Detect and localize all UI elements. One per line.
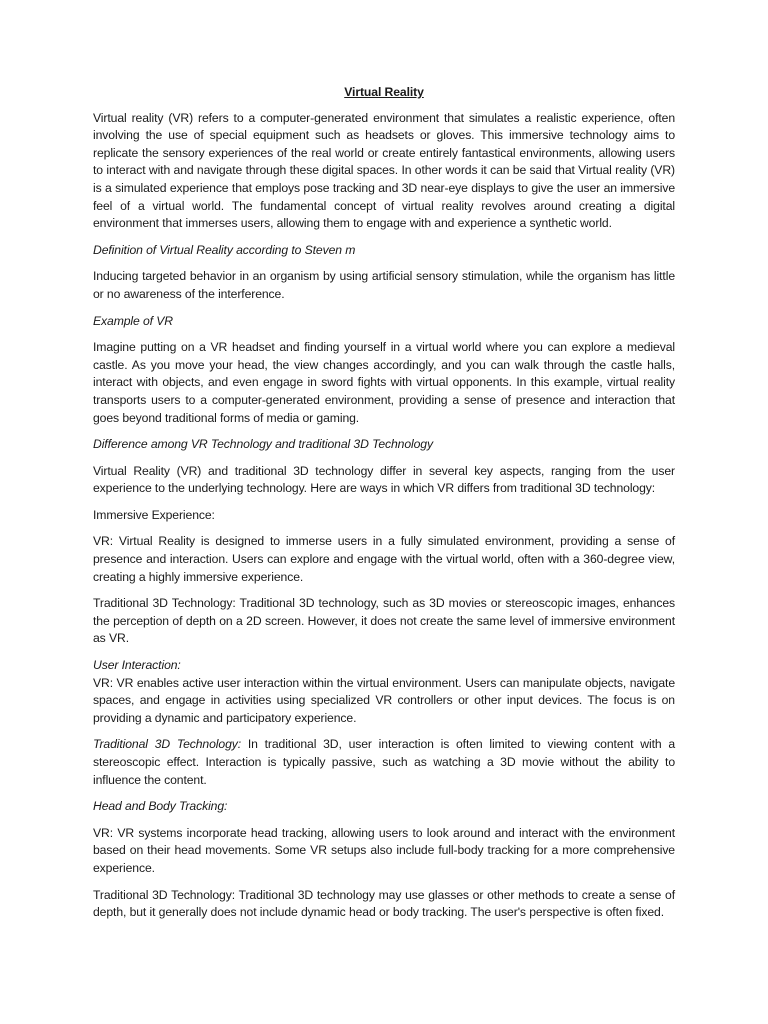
interaction-3d-paragraph: [93, 736, 675, 789]
document-title: Virtual Reality: [344, 85, 424, 99]
example-heading: Example of VR: [93, 313, 173, 328]
immersive-vr-paragraph: VR: Virtual Reality is designed to immerse users in a fully simulated environment, providing a sense of presence and interaction. Users can explore and engage with the virtual world, often with a 360-degree view, creating a highly immersive experience.: [93, 534, 675, 584]
document-body: [93, 84, 675, 931]
immersive-heading: Immersive Experience:: [93, 507, 215, 522]
tracking-heading: Head and Body Tracking:: [93, 799, 228, 814]
tracking-vr-paragraph: VR: VR systems incorporate head tracking, allowing users to look around and interact with the environment based on their head movements. Some VR setups also include full-body tracking for a more comprehensive experience.: [93, 825, 675, 875]
interaction-heading: User Interaction:: [93, 658, 181, 673]
definition-heading: Definition of Virtual Reality according to Steven m: [93, 242, 356, 257]
difference-heading: Difference among VR Technology and traditional 3D Technology: [93, 437, 433, 452]
interaction-vr-paragraph: VR: VR enables active user interaction within the virtual environment. Users can manipulate objects, navigate spaces, and engage in activities using specialized VR controllers or other input devices. The focus is on providing a dynamic and participatory experience.: [93, 675, 675, 725]
interaction-3d-label: Traditional 3D Technology:: [93, 737, 242, 752]
difference-paragraph: Virtual Reality (VR) and traditional 3D technology differ in several key aspects, ranging from the user experience to the underlying technology. Here are ways in which VR differs from traditional 3D technology:: [93, 463, 675, 496]
example-paragraph: Imagine putting on a VR headset and finding yourself in a virtual world where you can explore a medieval castle. As you move your head, the view changes accordingly, and you can walk through the castle halls, interact with objects, and even engage in sword fights with virtual opponents. In this example, virtual reality transports users to a computer-generated environment, providing a sense of presence and interaction that goes beyond traditional forms of media or gaming.: [93, 340, 675, 425]
interaction-3d-text: In traditional 3D, user interaction is often limited to viewing content with a stereoscopic effect. Interaction is typically passive, such as watching a 3D movie without the ability to influence the content.: [93, 737, 675, 787]
tracking-3d-paragraph: Traditional 3D Technology: Traditional 3D technology may use glasses or other methods to create a sense of depth, but it generally does not include dynamic head or body tracking. The user's perspective is often fixed.: [93, 887, 675, 920]
intro-paragraph: Virtual reality (VR) refers to a computer-generated environment that simulates a realistic experience, often involving the use of special equipment such as headsets or gloves. This immersive technology aims to replicate the sensory experiences of the real world or create entirely fantastical environments, allowing users to interact with and navigate through these digital spaces. In other words it can be said that Virtual reality (VR) is a simulated experience that employs pose tracking and 3D near-eye displays to give the user an immersive feel of a virtual world. The fundamental concept of virtual reality revolves around creating a digital environment that immerses users, allowing them to engage with and experience a synthetic world.: [93, 110, 675, 231]
immersive-3d-paragraph: Traditional 3D Technology: Traditional 3D technology, such as 3D movies or stereoscopic images, enhances the perception of depth on a 2D screen. However, it does not create the same level of immersive environment as VR.: [93, 596, 675, 646]
definition-paragraph: Inducing targeted behavior in an organism by using artificial sensory stimulation, while the organism has little or no awareness of the interference.: [93, 269, 675, 301]
